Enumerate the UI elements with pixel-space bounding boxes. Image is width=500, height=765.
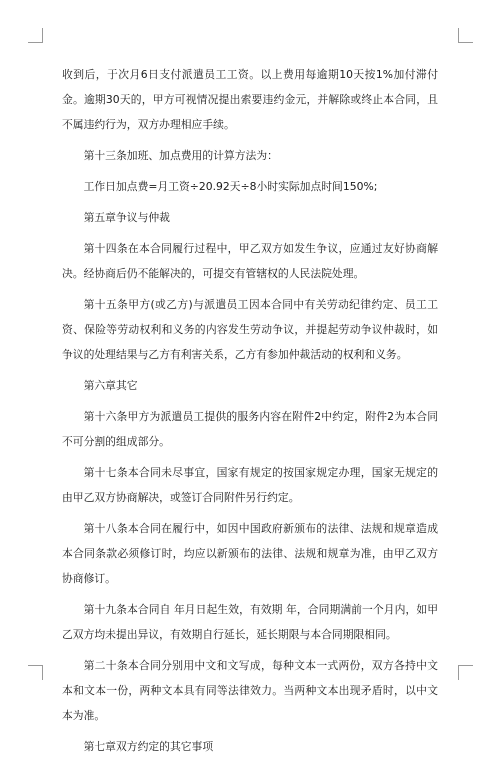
- chapter-heading: 第六章其它: [83, 379, 138, 392]
- paragraph: 第十四条在本合同履行过程中，甲乙双方如发生争议，应通过友好协商解决。经协商后仍不能解决的，可提交有管辖权的人民法院处理。: [62, 242, 438, 280]
- paragraph: 第十八条本合同在履行中，如因中国政府新颁布的法律、法规和规章造成本合同条款必须修订时，均应以新颁布的法律、法规和规章为准，由甲乙双方协商修订。: [62, 522, 438, 585]
- paragraph: 第十三条加班、加点费用的计算方法为：: [83, 149, 278, 162]
- paragraph: 收到后，于次月6日支付派遣员工工资。以上费用每逾期10天按1%加付滞付金。逾期30天的，甲方可视情况提出索要违约金元，并解除或终止本合同，且不属违约行为，双方办理相应手续。: [62, 68, 438, 131]
- paragraph: 第十九条本合同自 年月日起生效，有效期 年，合同期满前一个月内，如甲乙双方均未提出异议，有效期自行延长，延长期限与本合同期限相同。: [62, 603, 438, 641]
- paragraph: 第十七条本合同未尽事宜，国家有规定的按国家规定办理，国家无规定的由甲乙双方协商解决，或签订合同附件另行约定。: [62, 466, 438, 504]
- chapter-heading: 第七章双方约定的其它事项: [83, 740, 214, 753]
- crop-mark-bottom-left: [28, 665, 43, 680]
- crop-mark-bottom-right: [458, 665, 473, 680]
- document-body: [62, 62, 438, 765]
- crop-mark-top-right: [458, 28, 473, 43]
- chapter-heading: 第五章争议与仲裁: [83, 211, 170, 224]
- paragraph: 第二十条本合同分别用中文和文写成，每种文本一式两份，双方各持中文本和文本一份，两种文本具有同等法律效力。当两种文本出现矛盾时，以中文本为准。: [62, 659, 438, 722]
- paragraph: 第十六条甲方为派遣员工提供的服务内容在附件2中约定，附件2为本合同不可分割的组成部分。: [62, 410, 438, 448]
- crop-mark-top-left: [28, 28, 43, 43]
- formula-paragraph: 工作日加点费=月工资÷20.92天÷8小时实际加点时间150%;: [83, 180, 378, 193]
- paragraph: 第十五条甲方(或乙方)与派遣员工因本合同中有关劳动纪律约定、员工工资、保险等劳动权利和义务的内容发生劳动争议，并提起劳动争议仲裁时，如争议的处理结果与乙方有利害关系，乙方有参加仲裁活动的权利和义务。: [62, 298, 438, 361]
